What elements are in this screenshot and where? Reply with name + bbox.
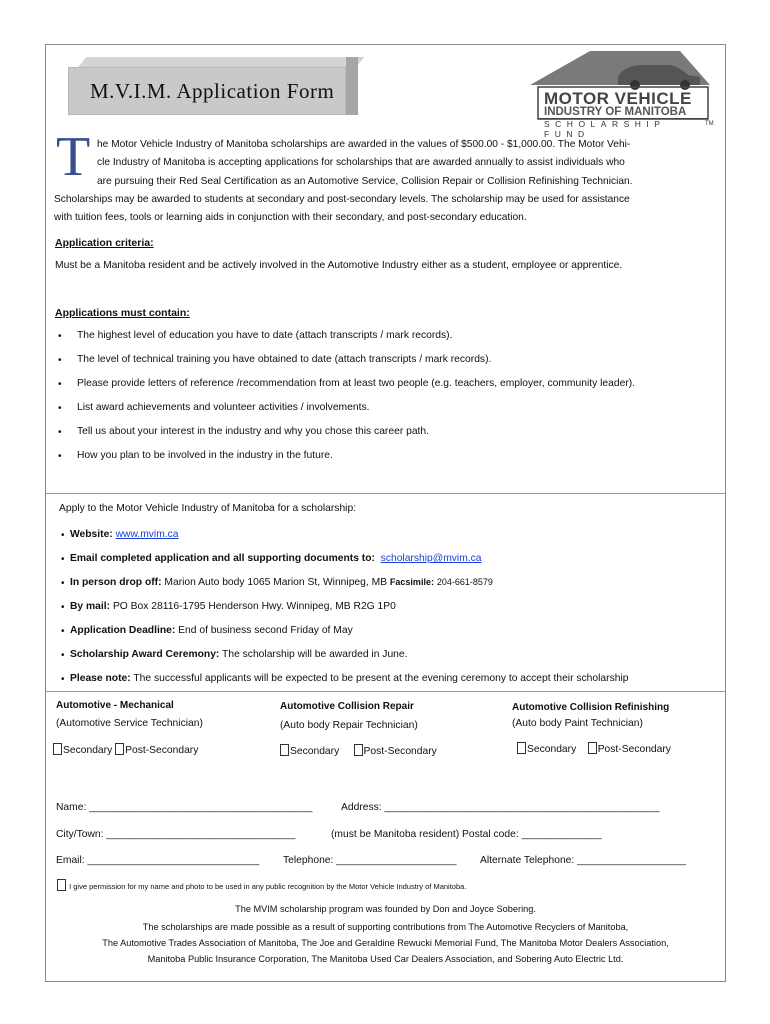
intro-line: cle Industry of Manitoba is accepting applications for scholarships that are awarded annually to assist individuals who [97, 157, 625, 168]
secondary-checkbox[interactable] [53, 743, 62, 755]
divider [46, 493, 725, 494]
mail-row: By mail: PO Box 28116-1795 Henderson Hwy. Winnipeg, MB R2G 1P0 [70, 601, 396, 612]
list-item: Please provide letters of reference /recommendation from at least two people (e.g. teachers, employer, community leader). [77, 378, 636, 389]
address-field[interactable]: Address: ________________________________________________ [341, 802, 660, 813]
contain-heading: Applications must contain: [55, 307, 190, 319]
post-secondary-checkbox[interactable] [588, 742, 597, 754]
criteria-text: Must be a Manitoba resident and be actively involved in the Automotive Industry either as a student, employee or apprentice. [55, 260, 623, 271]
page-title: M.V.I.M. Application Form [90, 79, 335, 103]
post-secondary-checkbox[interactable] [115, 743, 124, 755]
program-sub: (Automotive Service Technician) [56, 718, 203, 729]
mvim-logo: MOTOR VEHICLE INDUSTRY OF MANITOBA SCHOLARSHIP FUND [530, 47, 715, 131]
ceremony-row: Scholarship Award Ceremony: The scholarship will be awarded in June. [70, 649, 408, 660]
program-options: Secondary Post-Secondary [517, 742, 671, 755]
website-row: Website: www.mvim.ca [70, 529, 179, 540]
program-heading: Automotive - Mechanical [56, 700, 174, 711]
trademark: TM [705, 121, 714, 127]
email-link[interactable]: scholarship@mvim.ca [380, 553, 482, 564]
intro-line: with tuition fees, tools or learning aids in conjunction with their secondary, and post-secondary education. [54, 212, 527, 223]
list-item: List award achievements and volunteer activities / involvements. [77, 402, 370, 413]
criteria-heading: Application criteria: [55, 237, 154, 249]
secondary-checkbox[interactable] [517, 742, 526, 754]
email-field[interactable]: Email: ______________________________ [56, 855, 260, 866]
footer-line: Manitoba Public Insurance Corporation, The Manitoba Used Car Dealers Association, and Sobering Auto Electric Ltd. [147, 954, 624, 964]
apply-intro: Apply to the Motor Vehicle Industry of Manitoba for a scholarship: [59, 503, 357, 514]
intro-line: he Motor Vehicle Industry of Manitoba scholarships are awarded in the values of $500.00 - $1,000.00. The Motor Vehi- [97, 139, 631, 150]
note-row: Please note: The successful applicants will be expected to be present at the evening ceremony to accept their scholarship [70, 673, 629, 684]
post-secondary-checkbox[interactable] [354, 744, 363, 756]
divider [46, 691, 725, 692]
program-options: Secondary Post-Secondary [53, 743, 198, 756]
intro-line: are pursuing their Red Seal Certification as an Automotive Service, Collision Repair or Collision Refinishing Technician. [97, 176, 633, 187]
footer-line: The scholarships are made possible as a result of supporting contributions from The Automotive Recyclers of Manitoba, [142, 922, 629, 932]
name-field[interactable]: Name: _______________________________________ [56, 802, 313, 813]
list-item: Tell us about your interest in the industry and why you chose this career path. [77, 426, 430, 437]
footer-line: The Automotive Trades Association of Manitoba, The Joe and Geraldine Rewucki Memorial Fund, The Manitoba Motor Dealers Association, [102, 938, 669, 948]
deadline-row: Application Deadline: End of business second Friday of May [70, 625, 353, 636]
permission-checkbox[interactable] [57, 879, 66, 891]
program-sub: (Auto body Repair Technician) [280, 720, 418, 731]
program-sub: (Auto body Paint Technician) [512, 718, 643, 729]
list-item: The highest level of education you have to date (attach transcripts / mark records). [77, 330, 453, 341]
alt-telephone-field[interactable]: Alternate Telephone: ___________________ [480, 855, 686, 866]
permission-row: I give permission for my name and photo to be used in any public recognition by the Motor Vehicle Industry of Manitoba. [57, 879, 466, 891]
application-form: M.V.I.M. Application Form MOTOR VEHICLE INDUSTRY OF MANITOBA SCHOLARSHIP FUND TM T he Motor Vehicle Industry of Manitoba scholarships are awarded in the values of $500.00 - $1,000.00. The Motor Vehi- cle Industry of Manitoba is accepting applications for scholarships that are awarded annually to assist individuals who are pursuing their Red Seal Certification as an Automotive Service, Collision Repair or Collision Refinishing Technician. Scholarships may be awarded to students at secondary and post-secondary levels. The scholarship may be used for assistance with tuition fees, tools or learning aids in conjunction with their secondary, and post-secondary education. Application criteria: Must be a Manitoba resident and be actively involved in the Automotive Industry either as a student, employee or apprentice. Applications must contain: • The highest level of education you have to date (attach transcripts / mark records). • The level of technical training you have obtained to date (attach transcripts / mark records). • Please provide letters of reference /recommendation from at least two people (e.g. teachers, employer, community leader). • List award achievements and volunteer activities / involvements. • Tell us about your interest in the industry and why you chose this career path. • How you plan to be involved in the industry in the future. Apply to the Motor Vehicle Industry of Manitoba for a scholarship: • Website: www.mvim.ca • Email completed application and all supporting documents to: scholarship@mvim.ca • In person drop off: Marion Auto body 1065 Marion St, Winnipeg, MB Facsimile: 204-661-8579 • By mail: PO Box 28116-1795 Henderson Hwy. Winnipeg, MB R2G 1P0 • Application Deadline: End of business second Friday of May • Scholarship Award Ceremony: The scholarship will be awarded in June. • Please note: The successful applicants will be expected to be present at the evening ceremony to accept their scholarship Automotive - Mechanical (Automotive Service Technician) Secondary Post-Secondary Automotive Collision Repair (Auto body Repair Technician) Secondary Post-Secondary Automotive Collision Refinishing (Auto body Paint Technician) Secondary Post-Secondary Name: _______________________________________ Address: ________________________________________________ City/Town: _________________________________ (must be Manitoba resident) Postal code: ______________ Email: ______________________________ Telephone: _____________________ Alternate Telephone: ___________________ I give permission for my name and photo to be used in any public recognition by the Motor Vehicle Industry of Manitoba. The MVIM scholarship program was founded by Don and Joyce Sobering. The scholarships are made possible as a result of supporting contributions from The Automotive Recyclers of Manitoba, The Automotive Trades Association of Manitoba, The Joe and Geraldine Rewucki Memorial Fund, The Manitoba Motor Dealers Association, Manitoba Public Insurance Corporation, The Manitoba Used Car Dealers Association, and Sobering Auto Electric Ltd. [45, 44, 726, 982]
program-options: Secondary Post-Secondary [280, 744, 437, 757]
footer-line: The MVIM scholarship program was founded by Don and Joyce Sobering. [235, 904, 536, 914]
intro-line: Scholarships may be awarded to students at secondary and post-secondary levels. The scholarship may be used for assistance [54, 194, 630, 205]
website-link[interactable]: www.mvim.ca [115, 529, 179, 540]
list-item: The level of technical training you have obtained to date (attach transcripts / mark records). [77, 354, 492, 365]
program-heading: Automotive Collision Repair [280, 701, 414, 712]
telephone-field[interactable]: Telephone: _____________________ [283, 855, 457, 866]
dropcap: T [56, 126, 91, 188]
list-item: How you plan to be involved in the industry in the future. [77, 450, 333, 461]
postal-code-field[interactable]: (must be Manitoba resident) Postal code: ______________ [331, 829, 602, 840]
title-box [68, 57, 358, 115]
dropoff-row: In person drop off: Marion Auto body 1065 Marion St, Winnipeg, MB Facsimile: 204-661-8579 [70, 577, 493, 588]
program-heading: Automotive Collision Refinishing [512, 702, 670, 713]
secondary-checkbox[interactable] [280, 744, 289, 756]
email-row: Email completed application and all supporting documents to: scholarship@mvim.ca [70, 553, 482, 564]
city-field[interactable]: City/Town: _________________________________ [56, 829, 296, 840]
